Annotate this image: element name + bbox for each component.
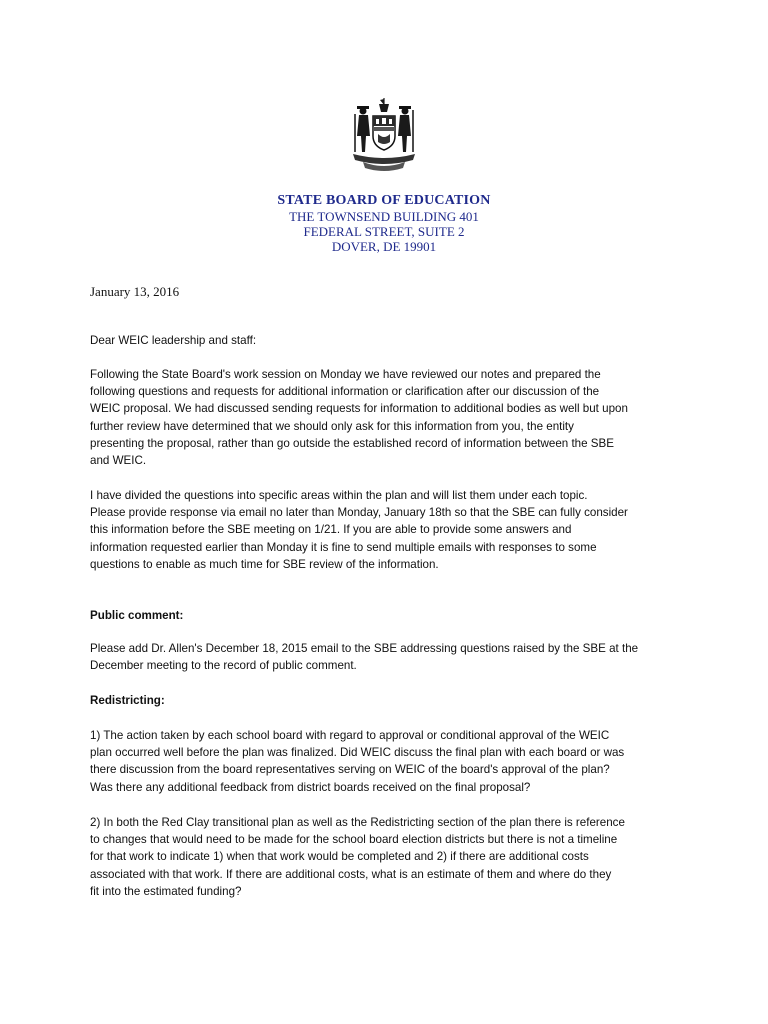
redistricting-question-2 (90, 814, 710, 900)
intro-line: presenting the proposal, rather than go outside the established record of information between the SBE (90, 436, 614, 450)
questions-line: this information before the SBE meeting on 1/21. If you are able to provide some answers and (90, 523, 572, 537)
question-1-line: plan occurred well before the plan was finalized. Did WEIC discuss the final plan with each board or was (90, 746, 625, 760)
letterhead-title: STATE BOARD OF EDUCATION (277, 193, 491, 208)
intro-paragraph (90, 366, 710, 469)
greeting: Dear WEIC leadership and staff: (90, 334, 257, 347)
intro-line: further review have determined that we should only ask for this information from you, the entity (90, 419, 574, 433)
question-2-line: to changes that would need to be made for the school board election districts but there is not a timeline (90, 833, 618, 847)
question-1-line: 1) The action taken by each school board with regard to approval or conditional approval of the WEIC (90, 729, 610, 742)
redistricting-heading: Redistricting: (90, 694, 165, 707)
question-2-line: for that work to indicate 1) when that work would be completed and 2) if there are additional costs (90, 850, 589, 864)
question-2-line: 2) In both the Red Clay transitional plan as well as the Redistricting section of the plan there is reference (90, 816, 625, 829)
question-2-line: fit into the estimated funding? (90, 884, 242, 898)
question-2-line: associated with that work. If there are additional costs, what is an estimate of them and where do they (90, 867, 612, 881)
intro-line: Following the State Board's work session on Monday we have reviewed our notes and prepared the (90, 368, 601, 381)
questions-line: questions to enable as much time for SBE review of the information. (90, 557, 439, 571)
redistricting-question-1 (90, 727, 710, 796)
letterhead-address-line-3: DOVER, DE 19901 (331, 239, 437, 254)
intro-line: WEIC proposal. We had discussed sending requests for information to additional bodies as well but upon (90, 402, 628, 416)
questions-paragraph (90, 487, 710, 573)
public-comment-paragraph (90, 640, 710, 674)
public-comment-line: December meeting to the record of public comment. (90, 659, 357, 673)
letterhead-address-line-1: THE TOWNSEND BUILDING 401 (289, 209, 479, 224)
public-comment-line: Please add Dr. Allen's December 18, 2015 email to the SBE addressing questions raised by the SBE at the (90, 642, 639, 655)
questions-line: I have divided the questions into specific areas within the plan and will list them under each topic. (90, 489, 588, 502)
intro-line: and WEIC. (90, 454, 147, 468)
question-1-line: Was there any additional feedback from district boards received on the final proposal? (90, 780, 531, 794)
delaware-state-seal-icon (349, 96, 419, 172)
questions-line: information requested earlier than Monday it is fine to send multiple emails with responses to some (90, 540, 597, 554)
question-1-line: there discussion from the board representatives serving on WEIC of the board's approval of the plan? (90, 763, 610, 777)
public-comment-heading: Public comment: (90, 609, 184, 622)
letter-date: January 13, 2016 (90, 284, 180, 299)
intro-line: following questions and requests for additional information or clarification after our discussion of the (90, 385, 600, 399)
letterhead-address-line-2: FEDERAL STREET, SUITE 2 (303, 224, 465, 239)
questions-line: Please provide response via email no later than Monday, January 18th so that the SBE can fully consider (90, 506, 628, 520)
